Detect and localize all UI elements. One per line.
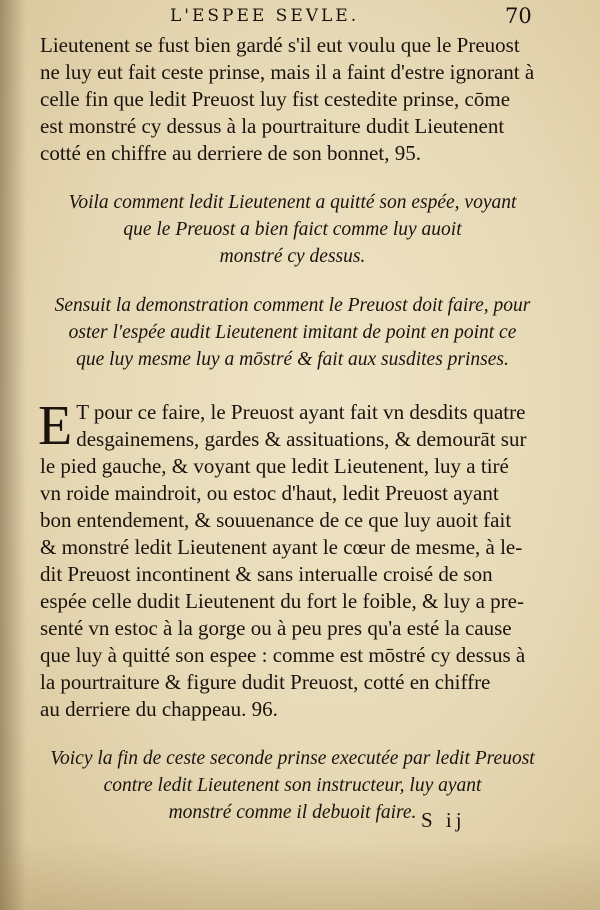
text-line: que luy à quitté son espee : comme est mōstré cy dessus à: [40, 643, 526, 667]
caption-line: que luy mesme luy a mōstré & fait aux susdites prinses.: [76, 349, 509, 370]
text-line: le pied gauche, & voyant que ledit Lieutenent, luy a tiré: [40, 454, 509, 478]
text-line: desgainemens, gardes & assituations, & demourāt sur: [76, 427, 527, 451]
text-line: bon entendement, & souuenance de ce que luy auoit fait: [40, 508, 512, 532]
text-line: espée celle dudit Lieutenent du fort le foible, & luy a pre-: [40, 589, 524, 613]
text-line: est monstré cy dessus à la pourtraiture dudit Lieutenent: [40, 114, 505, 138]
caption-line: Voicy la fin de ceste seconde prinse executée par ledit Preuost: [50, 748, 535, 769]
text-line: cotté en chiffre au derriere de son bonnet, 95.: [40, 141, 421, 165]
text-line: la pourtraiture & figure dudit Preuost, cotté en chiffre: [40, 670, 491, 694]
drop-capital: E: [38, 395, 73, 457]
paragraph-main: [38, 395, 545, 723]
page-stain: [0, 840, 600, 910]
italic-caption-2: [40, 292, 545, 373]
page-header: [0, 4, 600, 28]
caption-line: monstré cy dessus.: [219, 246, 366, 267]
gutter-shadow: [0, 0, 26, 910]
page-number: 70: [505, 4, 532, 28]
text-block: [40, 32, 545, 826]
text-line: celle fin que ledit Preuost luy fist cestedite prinse, cōme: [40, 87, 511, 111]
text-line: au derriere du chappeau. 96.: [40, 697, 278, 721]
italic-caption-3: [40, 745, 545, 826]
text-line: & monstré ledit Lieutenent ayant le cœur de mesme, à le-: [40, 535, 523, 559]
text-line: ne luy eut fait ceste prinse, mais il a faint d'estre ignorant à: [40, 60, 535, 84]
signature-mark: S ij: [421, 808, 466, 832]
paragraph-continuation: [40, 32, 545, 167]
caption-line: Voila comment ledit Lieutenent a quitté son espée, voyant: [68, 192, 517, 213]
text-line: vn roide maindroit, ou estoc d'haut, ledit Preuost ayant: [40, 481, 499, 505]
text-line: T pour ce faire, le Preuost ayant fait vn desdits quatre: [76, 400, 526, 424]
caption-line: que le Preuost a bien faict comme luy auoit: [123, 219, 462, 240]
text-line: dit Preuost incontinent & sans interualle croisé de son: [40, 562, 493, 586]
caption-line: Sensuit la demonstration comment le Preuost doit faire, pour: [54, 295, 531, 316]
caption-line: oster l'espée audit Lieutenent imitant de point en point ce: [68, 322, 517, 343]
text-line: senté vn estoc à la gorge ou à peu pres qu'a esté la cause: [40, 616, 512, 640]
text-line: Lieutenent se fust bien gardé s'il eut voulu que le Preuost: [40, 33, 520, 57]
running-head: L'ESPEE SEVLE.: [170, 6, 360, 26]
italic-caption-1: [40, 189, 545, 270]
caption-line: monstré comme il debuoit faire.: [168, 802, 417, 823]
caption-line: contre ledit Lieutenent son instructeur, luy ayant: [103, 775, 482, 796]
